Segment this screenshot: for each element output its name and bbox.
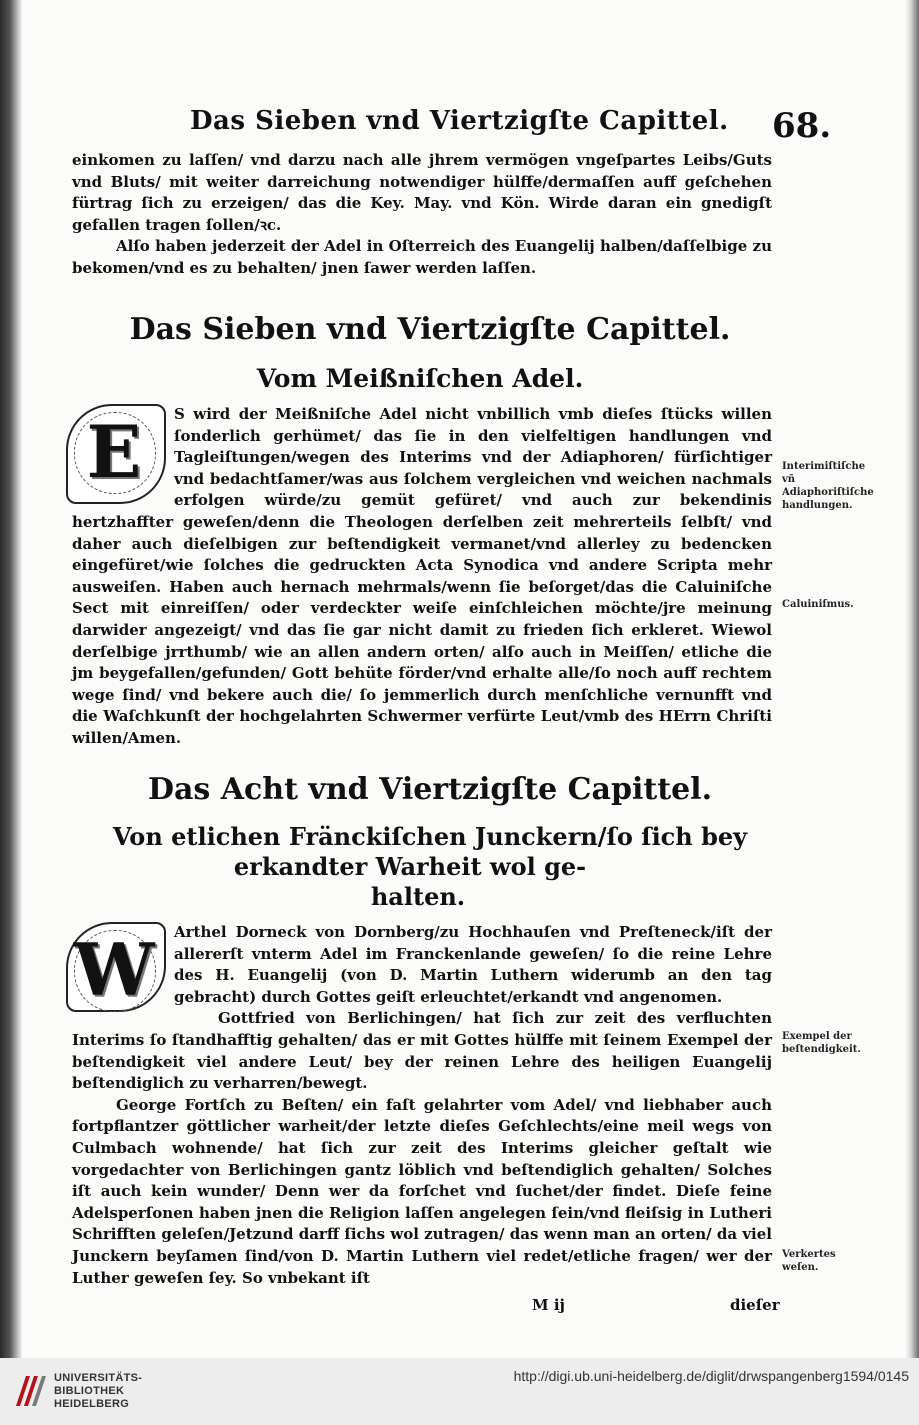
paragraph: Gottfried von Berlichingen/ hat ſich zur zeit des verfluchten Interims ſo ſtandhafftig gehalten/ das er mit Gottes hülffe mit ſeinem Exempel der beſtendigkeit viel andere Leut/ bey der reinen Lehre des heiligen Euangelij beſtendiglich zu verharren/bewegt. [72, 1009, 772, 1093]
chapter-48-subtitle-line3: halten. [370, 882, 466, 911]
paragraph: George Fortſch zu Beſten/ ein faſt gelahrter vom Adel/ vnd liebhaber auch fortpflantzer göttlicher warheit/der letzte dieſes Geſchlechts/eine meil wegs von Culmbach wohnende/ hat ſich zur zeit des Interims gleicher geſtalt wie vorgedachter von Berlichingen gantz löblich vnd beſtendiglich gehalten/ Solches iſt auch kein wunder/ Denn wer da forſchet vnd ſuchet/der findet. Dieſe feine Adelsperſonen haben jnen die Religion laſſen angelegen ſein/vnd fleiſsig in Lutheri Schrifften geleſen/Jetzund darff ſichs wol zutragen/ das wenn man an orten/ da viel Junckern beyſamen ſind/von D. Martin Luthern viel redet/etliche fragen/ wer der Luther geweſen ſey. So vnbekant iſt [72, 1095, 772, 1287]
paragraph: Alſo haben jederzeit der Adel in Oſterreich des Euangelij halben/daſſelbige zu bekomen/vnd es zu behalten/ jnen ſawer werden laſſen. [72, 237, 772, 277]
chapter-47-body [72, 404, 772, 750]
paragraph: S wird der Meißniſche Adel nicht vnbillich vmb dieſes ſtücks willen ſonderlich gerhümet/ das ſie in den vielfeltigen handlungen vnd Tagleiſtungen/wegen des Interims vnd der Adiaphoren/ fürſichtiger vnd bedachtſamer/was aus ſolchem vergleichen vnd weichen nachmals erfolgen würde/zu gemüt gefüret/ vnd auch zur bekendinis hertzhaffter geweſen/denn die Theologen derſelben zeit mehrerteils ſelbſt/ vnd daher auch dieſelbigen zur beſtendigkeit vermanet/vnd allerley zu bedencken eingefüret/wie ſolches die gedruckten Acta Synodica vnd andere Scripta mehr ausweiſen. Haben auch hernach mehrmals/wenn ſie beſorget/das die Caluiniſche Sect mit einreiſſen/ oder verdeckter weiſe einſchleichen möchte/jre meinung darwider angezeigt/ vnd das ſie gar nicht damit zu frieden ſich erkleret. Wiewol derſelbige jrrthumb/ wie an allen andern orten/ alſo auch in Meiſſen/ etliche die jm beygefallen/gefunden/ Gott behüte förder/vnd erhalte alle/ſo noch auff rechtem wege ſind/ vnd bekere auch die/ ſo jemmerlich durch menſchliche vernunfft vnd die Waſchkunſt der hochgelahrten Schwermer verfürte Leut/vmb des HErrn Chriſti willen/Amen. [72, 405, 772, 747]
running-head: Das Sieben vnd Viertzigſte Capittel. [190, 106, 729, 136]
text-block-top [72, 150, 772, 280]
chapter-48-body [72, 922, 772, 1289]
library-name-line: HEIDELBERG [54, 1398, 130, 1410]
catchword: dieſer [730, 1296, 780, 1314]
margin-note: Exempel der beſtendigkeit. [782, 1031, 861, 1055]
chapter-48-subtitle-line2: erkandter Warheit wol ge- [233, 852, 587, 881]
page-number: 68. [772, 106, 832, 146]
library-footer [0, 1358, 919, 1425]
margin-note: Verkertes weſen. [782, 1249, 836, 1273]
source-url-link[interactable]: http://digi.ub.uni-heidelberg.de/diglit/drwspangenberg1594/0145 [513, 1368, 909, 1384]
paragraph: einkomen zu laſſen/ vnd darzu nach alle jhrem vermögen vngeſpartes Leibs/Guts vnd Bluts/ mit weiter darreichung notwendiger hülffe/dermaſſen auff geſchehen fürtrag ſich zu erzeigen/ das die Key. May. vnd Kön. Wirde daran ein gnedigſt gefallen tragen ſollen/ꝛc. [72, 151, 772, 234]
page-edge [905, 0, 919, 1358]
initial-letter: W [73, 927, 155, 1012]
library-name-line: UNIVERSITÄTS- [54, 1372, 143, 1384]
signature-mark: M ij [532, 1296, 565, 1314]
margin-note: Caluiniſmus. [782, 599, 854, 610]
paragraph: Arthel Dorneck von Dornberg/zu Hochhauſen vnd Preſteneck/iſt der allererſt vnterm Adel im Franckenlande geweſen/ ſo die reine Lehre des H. Euangelij (von D. Martin Luthern widerumb an den tag gebracht) durch Gottes geiſt erleuchtet/erkandt vnd angenomen. [174, 923, 772, 1006]
chapter-47-subtitle: Vom Meißniſchen Adel. [256, 364, 584, 393]
margin-note: Interimiſtiſche vñ Adiaphoriſtiſche handlungen. [782, 461, 874, 511]
initial-letter: E [86, 409, 142, 494]
library-logo-icon [12, 1372, 48, 1410]
book-gutter [0, 0, 22, 1358]
decorated-initial [66, 404, 166, 504]
chapter-47-title: Das Sieben vnd Viertzigſte Capittel. [129, 312, 731, 347]
chapter-48-subtitle-line1: Von etlichen Fränckiſchen Junckern/ſo ſich bey [112, 822, 748, 851]
library-name-line: BIBLIOTHEK [54, 1385, 125, 1397]
decorated-initial [66, 922, 166, 1012]
library-name [54, 1372, 142, 1411]
chapter-48-title: Das Acht vnd Viertzigſte Capittel. [147, 772, 713, 807]
